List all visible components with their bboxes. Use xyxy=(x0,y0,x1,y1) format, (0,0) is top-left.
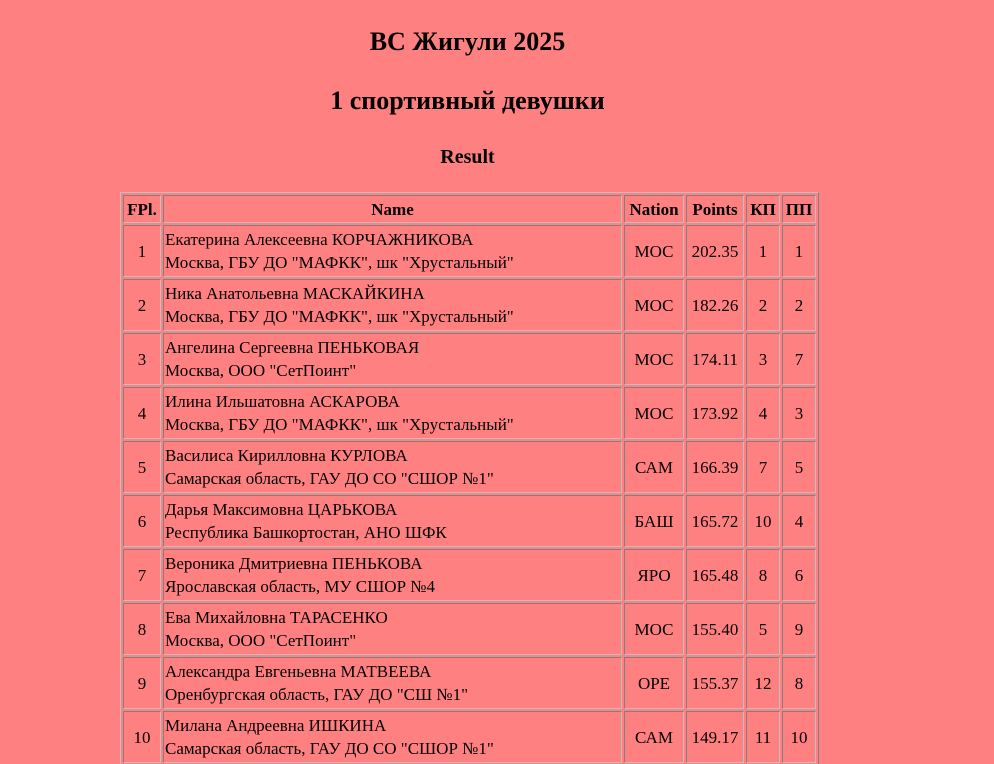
skater-name: Дарья Максимовна ЦАРЬКОВА xyxy=(165,500,398,519)
cell-nation: МОС xyxy=(624,603,684,655)
cell-name xyxy=(163,657,622,709)
cell-points: 149.17 xyxy=(686,711,744,763)
cell-free-program-place: 2 xyxy=(782,279,816,331)
cell-free-program-place: 4 xyxy=(782,495,816,547)
cell-place: 10 xyxy=(123,711,161,763)
table-row xyxy=(123,495,816,547)
skater-name: Екатерина Алексеевна КОРЧАЖНИКОВА xyxy=(165,230,474,249)
cell-free-program-place: 3 xyxy=(782,387,816,439)
cell-points: 174.11 xyxy=(686,333,744,385)
cell-place: 1 xyxy=(123,225,161,277)
skater-club: Ярославская область, МУ СШОР №4 xyxy=(165,577,435,596)
cell-nation: САМ xyxy=(624,441,684,493)
cell-place: 3 xyxy=(123,333,161,385)
cell-points: 155.40 xyxy=(686,603,744,655)
results-body xyxy=(123,225,816,763)
skater-name: Вероника Дмитриевна ПЕНЬКОВА xyxy=(165,554,423,573)
skater-club: Самарская область, ГАУ ДО СО "СШОР №1" xyxy=(165,469,494,488)
cell-place: 5 xyxy=(123,441,161,493)
cell-short-program-place: 8 xyxy=(746,549,780,601)
header-free-program-place: ПП xyxy=(782,195,816,223)
table-row xyxy=(123,225,816,277)
skater-club: Москва, ООО "СетПоинт" xyxy=(165,361,357,380)
cell-short-program-place: 11 xyxy=(746,711,780,763)
cell-nation: МОС xyxy=(624,225,684,277)
cell-short-program-place: 12 xyxy=(746,657,780,709)
cell-place: 7 xyxy=(123,549,161,601)
table-row xyxy=(123,603,816,655)
cell-free-program-place: 8 xyxy=(782,657,816,709)
cell-short-program-place: 5 xyxy=(746,603,780,655)
cell-points: 165.72 xyxy=(686,495,744,547)
section-title: Result xyxy=(440,146,495,168)
cell-free-program-place: 7 xyxy=(782,333,816,385)
table-row xyxy=(123,711,816,763)
skater-club: Республика Башкортостан, АНО ШФК xyxy=(165,523,447,542)
cell-free-program-place: 9 xyxy=(782,603,816,655)
cell-short-program-place: 10 xyxy=(746,495,780,547)
table-row xyxy=(123,441,816,493)
cell-nation: МОС xyxy=(624,279,684,331)
results-table xyxy=(120,192,819,764)
cell-free-program-place: 5 xyxy=(782,441,816,493)
header-points: Points xyxy=(686,195,744,223)
table-row xyxy=(123,333,816,385)
cell-points: 166.39 xyxy=(686,441,744,493)
table-row xyxy=(123,549,816,601)
cell-name xyxy=(163,333,622,385)
cell-name xyxy=(163,549,622,601)
cell-short-program-place: 7 xyxy=(746,441,780,493)
cell-nation: БАШ xyxy=(624,495,684,547)
skater-name: Ева Михайловна ТАРАСЕНКО xyxy=(165,608,388,627)
skater-club: Москва, ООО "СетПоинт" xyxy=(165,631,357,650)
cell-short-program-place: 2 xyxy=(746,279,780,331)
cell-nation: САМ xyxy=(624,711,684,763)
cell-place: 2 xyxy=(123,279,161,331)
cell-short-program-place: 4 xyxy=(746,387,780,439)
skater-name: Илина Ильшатовна АСКАРОВА xyxy=(165,392,400,411)
table-row xyxy=(123,279,816,331)
cell-place: 6 xyxy=(123,495,161,547)
skater-name: Ника Анатольевна МАСКАЙКИНА xyxy=(165,284,425,303)
cell-points: 165.48 xyxy=(686,549,744,601)
cell-nation: ОРЕ xyxy=(624,657,684,709)
cell-nation: МОС xyxy=(624,387,684,439)
cell-name xyxy=(163,603,622,655)
cell-name xyxy=(163,387,622,439)
cell-nation: ЯРО xyxy=(624,549,684,601)
skater-club: Москва, ГБУ ДО "МАФКК", шк "Хрустальный" xyxy=(165,253,514,272)
event-title: ВС Жигули 2025 xyxy=(369,27,566,56)
cell-place: 4 xyxy=(123,387,161,439)
cell-nation: МОС xyxy=(624,333,684,385)
skater-name: Александра Евгеньевна МАТВЕЕВА xyxy=(165,662,432,681)
cell-name xyxy=(163,279,622,331)
cell-name xyxy=(163,711,622,763)
skater-club: Москва, ГБУ ДО "МАФКК", шк "Хрустальный" xyxy=(165,415,514,434)
cell-name xyxy=(163,441,622,493)
cell-points: 202.35 xyxy=(686,225,744,277)
cell-points: 182.26 xyxy=(686,279,744,331)
cell-points: 173.92 xyxy=(686,387,744,439)
header-place: FPl. xyxy=(123,195,161,223)
cell-name xyxy=(163,495,622,547)
skater-club: Самарская область, ГАУ ДО СО "СШОР №1" xyxy=(165,739,494,758)
cell-short-program-place: 1 xyxy=(746,225,780,277)
cell-free-program-place: 6 xyxy=(782,549,816,601)
header-short-program-place: КП xyxy=(746,195,780,223)
skater-club: Оренбургская область, ГАУ ДО "СШ №1" xyxy=(165,685,469,704)
skater-name: Ангелина Сергеевна ПЕНЬКОВАЯ xyxy=(165,338,420,357)
cell-short-program-place: 3 xyxy=(746,333,780,385)
table-header-row xyxy=(123,195,816,223)
header-name: Name xyxy=(163,195,622,223)
cell-place: 8 xyxy=(123,603,161,655)
cell-free-program-place: 1 xyxy=(782,225,816,277)
skater-club: Москва, ГБУ ДО "МАФКК", шк "Хрустальный" xyxy=(165,307,514,326)
category-title: 1 спортивный девушки xyxy=(330,86,605,115)
cell-place: 9 xyxy=(123,657,161,709)
header-nation: Nation xyxy=(624,195,684,223)
cell-name xyxy=(163,225,622,277)
cell-points: 155.37 xyxy=(686,657,744,709)
skater-name: Милана Андреевна ИШКИНА xyxy=(165,716,387,735)
cell-free-program-place: 10 xyxy=(782,711,816,763)
skater-name: Василиса Кирилловна КУРЛОВА xyxy=(165,446,408,465)
table-row xyxy=(123,657,816,709)
table-row xyxy=(123,387,816,439)
